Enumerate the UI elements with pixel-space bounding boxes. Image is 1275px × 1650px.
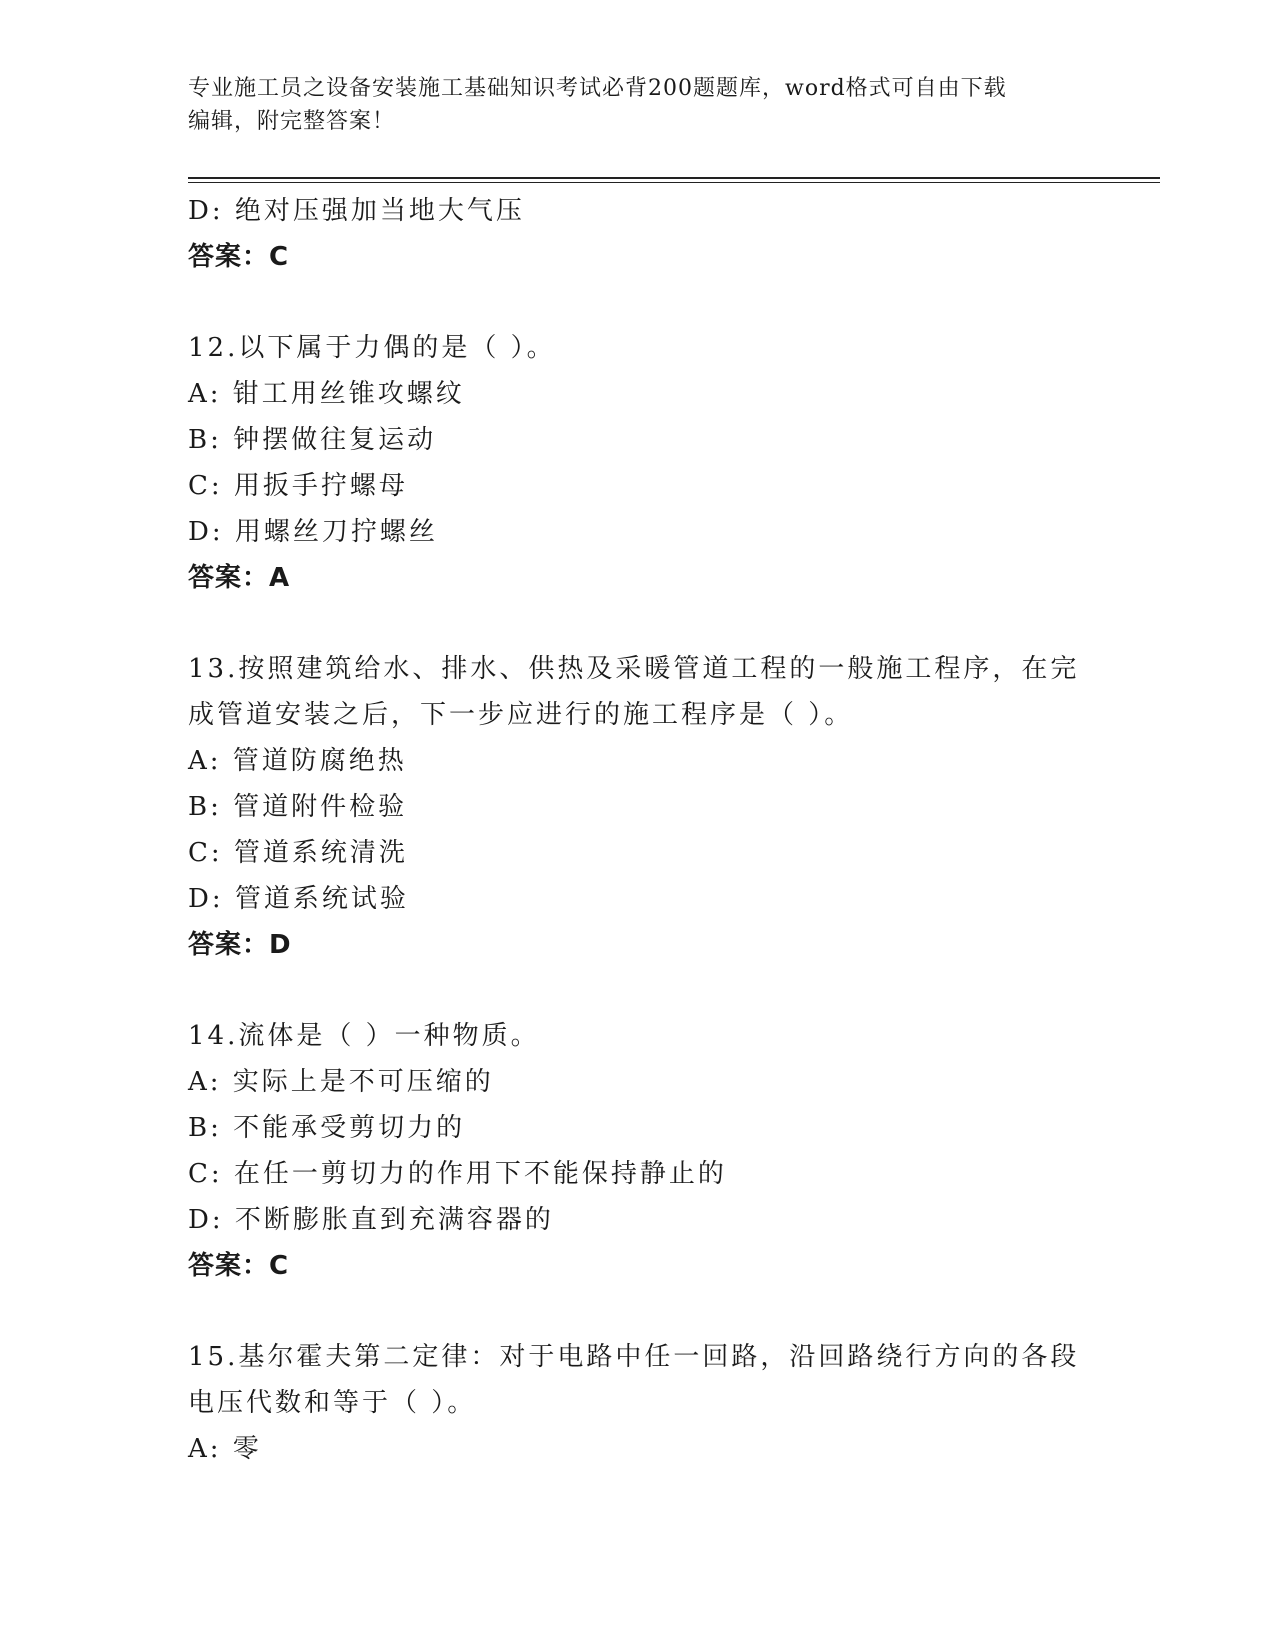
option-a: A: 钳工用丝锥攻螺纹 bbox=[188, 379, 465, 409]
option-d: D: 不断膨胀直到充满容器的 bbox=[188, 1205, 554, 1235]
option-a: A: 实际上是不可压缩的 bbox=[188, 1067, 494, 1097]
option-c: C: 在任一剪切力的作用下不能保持静止的 bbox=[188, 1159, 727, 1189]
option-c: C: 用扳手拧螺母 bbox=[188, 471, 408, 501]
answer-line: 答案：D bbox=[188, 930, 292, 960]
question-text: 13.按照建筑给水、排水、供热及采暖管道工程的一般施工程序，在完 bbox=[188, 654, 1080, 684]
header-rule-thick bbox=[188, 177, 1160, 179]
question-12 bbox=[188, 325, 1088, 601]
question-text: 14.流体是（ ）一种物质。 bbox=[188, 1021, 540, 1051]
option-d: D: 用螺丝刀拧螺丝 bbox=[188, 517, 438, 547]
option-b: B: 管道附件检验 bbox=[188, 792, 408, 822]
spacer bbox=[188, 1289, 1088, 1334]
header-line-1: 专业施工员之设备安装施工基础知识考试必背200题题库，word格式可自由下载 bbox=[188, 76, 1007, 101]
question-14 bbox=[188, 1013, 1088, 1289]
spacer bbox=[188, 280, 1088, 325]
option-b: B: 钟摆做往复运动 bbox=[188, 425, 437, 455]
question-13 bbox=[188, 646, 1088, 968]
spacer bbox=[188, 601, 1088, 646]
question-text: 电压代数和等于（ ）。 bbox=[188, 1388, 477, 1418]
option-d: D: 绝对压强加当地大气压 bbox=[188, 196, 525, 226]
answer-line: 答案：A bbox=[188, 563, 291, 593]
question-15 bbox=[188, 1334, 1088, 1472]
answer-line: 答案：C bbox=[188, 1251, 290, 1281]
document-header bbox=[188, 72, 1068, 138]
option-c: C: 管道系统清洗 bbox=[188, 838, 408, 868]
header-line-2: 编辑，附完整答案！ bbox=[188, 109, 396, 134]
spacer bbox=[188, 968, 1088, 1013]
option-a: A: 管道防腐绝热 bbox=[188, 746, 407, 776]
option-a: A: 零 bbox=[188, 1434, 262, 1464]
header-rule-thin bbox=[188, 182, 1160, 183]
question-text: 12.以下属于力偶的是（ ）。 bbox=[188, 333, 556, 363]
question-text: 成管道安装之后，下一步应进行的施工程序是（ ）。 bbox=[188, 700, 854, 730]
option-d: D: 管道系统试验 bbox=[188, 884, 409, 914]
document-body bbox=[188, 188, 1088, 1472]
option-b: B: 不能承受剪切力的 bbox=[188, 1113, 466, 1143]
question-text: 15.基尔霍夫第二定律：对于电路中任一回路，沿回路绕行方向的各段 bbox=[188, 1342, 1080, 1372]
answer-line: 答案：C bbox=[188, 242, 290, 272]
